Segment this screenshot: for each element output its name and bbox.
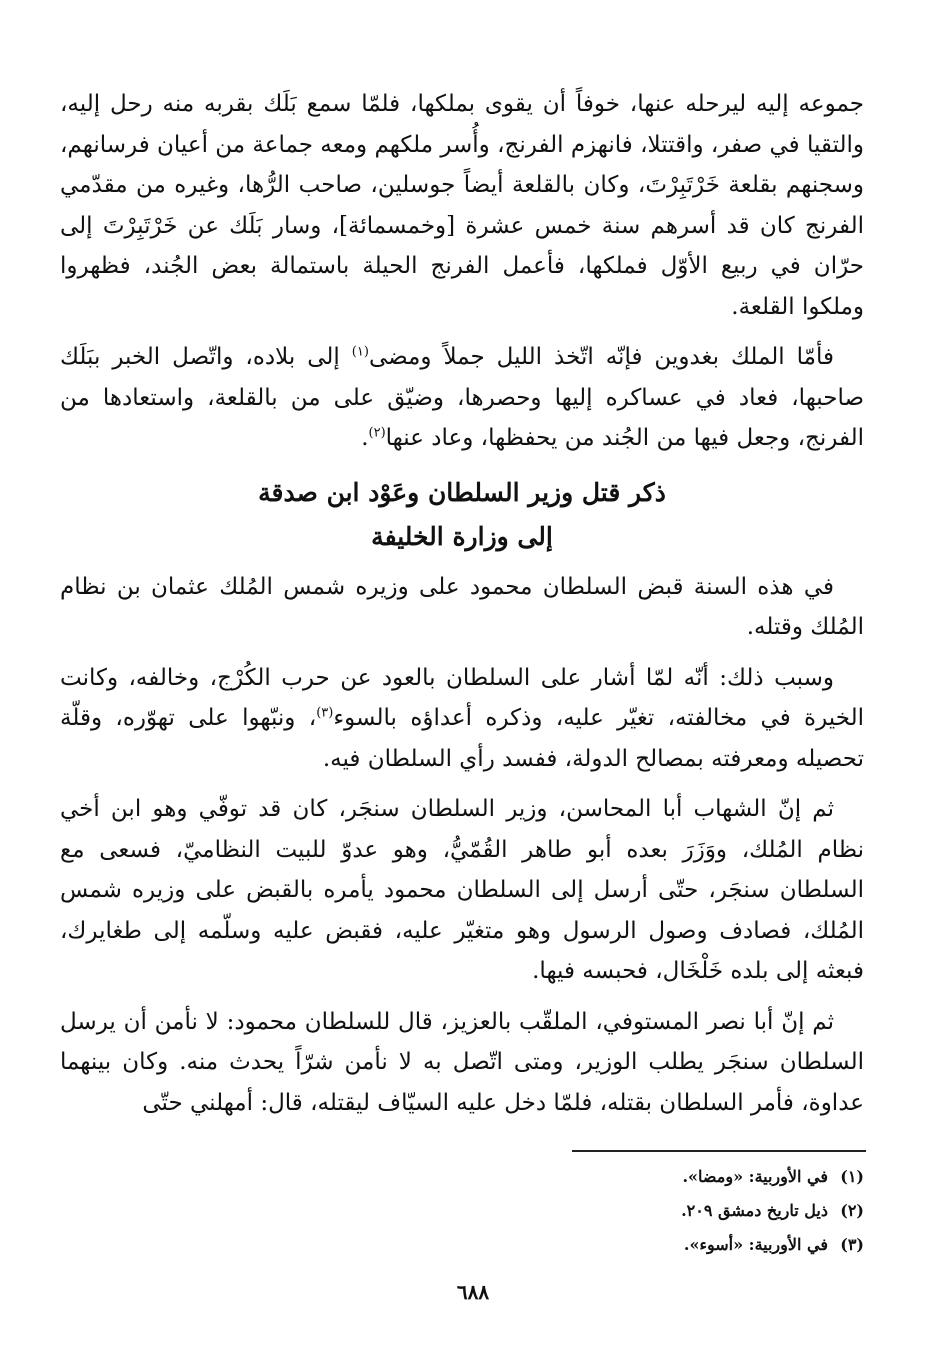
footnote-item [364,1160,864,1194]
footnote-number: (٣) [840,1235,864,1254]
footnote-item [364,1228,864,1262]
footnote-marker[interactable]: (٢) [368,425,386,441]
text-block-1 [60,84,864,459]
page-number: ٦٨٨ [456,1280,490,1304]
paragraph-text: . [361,425,369,451]
paragraph [60,567,864,648]
footnote-text: في الأوربية: «ومضا». [682,1167,828,1186]
section-heading [60,471,864,559]
footnote-text: في الأوربية: «أسوء». [683,1235,828,1254]
footnote-marker[interactable]: (٣) [316,705,334,721]
paragraph-text: في هذه السنة قبض السلطان محمود على وزيره شمس المُلك عثمان بن نظام المُلك وقتله. [60,573,864,640]
footnote-text: ذيل تاريخ دمشق ٢٠٩. [681,1201,828,1220]
footnotes [364,1160,864,1262]
paragraph [60,84,864,327]
footnote-marker[interactable]: (١) [351,344,369,360]
section-heading-line-2: إلى وزارة الخليفة [371,521,553,551]
paragraph-text: فأمّا الملك بغدوين فإنّه اتّخذ الليل جملاً ومضى [368,344,834,370]
footnote-item [364,1194,864,1228]
text-block-2 [60,567,864,1124]
paragraph-text: ، ونبّهوا على تهوّره، وقلّة تحصيله ومعرفته بمصالح الدولة، ففسد رأي السلطان فيه. [60,705,864,772]
footnote-number: (١) [840,1167,864,1186]
paragraph [60,1002,864,1124]
section-heading-line-1: ذكر قتل وزير السلطان وعَوْد ابن صدقة [258,477,666,507]
footnote-number: (٢) [840,1201,864,1220]
paragraph [60,658,864,780]
paragraph-text: إلى بلاده، واتّصل الخبر ببَلَك صاحبها، فعاد في عساكره إليها وحصرها، وضيّق على من بالقلعة، واستعادها من الفرنج، وجعل فيها من الجُند من يحفظها، وعاد عنها [60,344,864,451]
paragraph-text: وسبب ذلك: أنّه لمّا أشار على السلطان بالعود عن حرب الكُرْج، وخالفه، وكانت الخيرة في مخالفته، تغيّر عليه، وذكره أعداؤه بالسوء [60,664,864,731]
paragraph-text: جموعه إليه ليرحله عنها، خوفاً أن يقوى بملكها، فلمّا سمع بَلَك بقربه منه رحل إليه، والتقيا في صفر، واقتتلا، فانهزم الفرنج، وأُسر ملكهم ومعه جماعة من أعيان فرسانهم، وسجنهم بقلعة خَرْتَبِرْتَ، وكان بالقلعة أيضاً جوسلين، صاحب الرُّها، وغيره من مقدّمي الفرنج كان قد أسرهم سنة خمس عشرة [وخمسمائة]، وسار بَلَك عن خَرْتَبِرْتَ إلى حرّان في ربيع الأوّل فملكها، فأعمل الفرنج الحيلة باستمالة بعض الجُند، فظهروا وملكوا القلعة. [60,91,864,320]
page-body [60,84,864,1133]
paragraph [60,789,864,992]
paragraph-text: ثم إنّ الشهاب أبا المحاسن، وزير السلطان سنجَر، كان قد توفّي وهو ابن أخي نظام المُلك، ووَزَرَ بعده أبو طاهر القُمّيُّ، وهو عدوّ للبيت النظاميّ، فسعى مع السلطان سنجَر، حتّى أرسل إلى السلطان محمود يأمره بالقبض على وزيره شمس المُلك، فصادف وصول الرسول وهو متغيّر عليه، فقبض عليه وسلّمه إلى طغايرك، فبعثه إلى بلده خَلْخَال، فحبسه فيها. [60,796,864,984]
paragraph [60,337,864,459]
paragraph-text: ثم إنّ أبا نصر المستوفي، الملقّب بالعزيز، قال للسلطان محمود: لا نأمن أن يرسل السلطان سنجَر يطلب الوزير، ومتى اتّصل به لا نأمن شرّاً يحدث منه. وكان بينهما عداوة، فأمر السلطان بقتله، فلمّا دخل عليه السيّاف ليقتله، قال: أمهلني حتّى [60,1008,864,1116]
footnote-divider [572,1150,866,1152]
